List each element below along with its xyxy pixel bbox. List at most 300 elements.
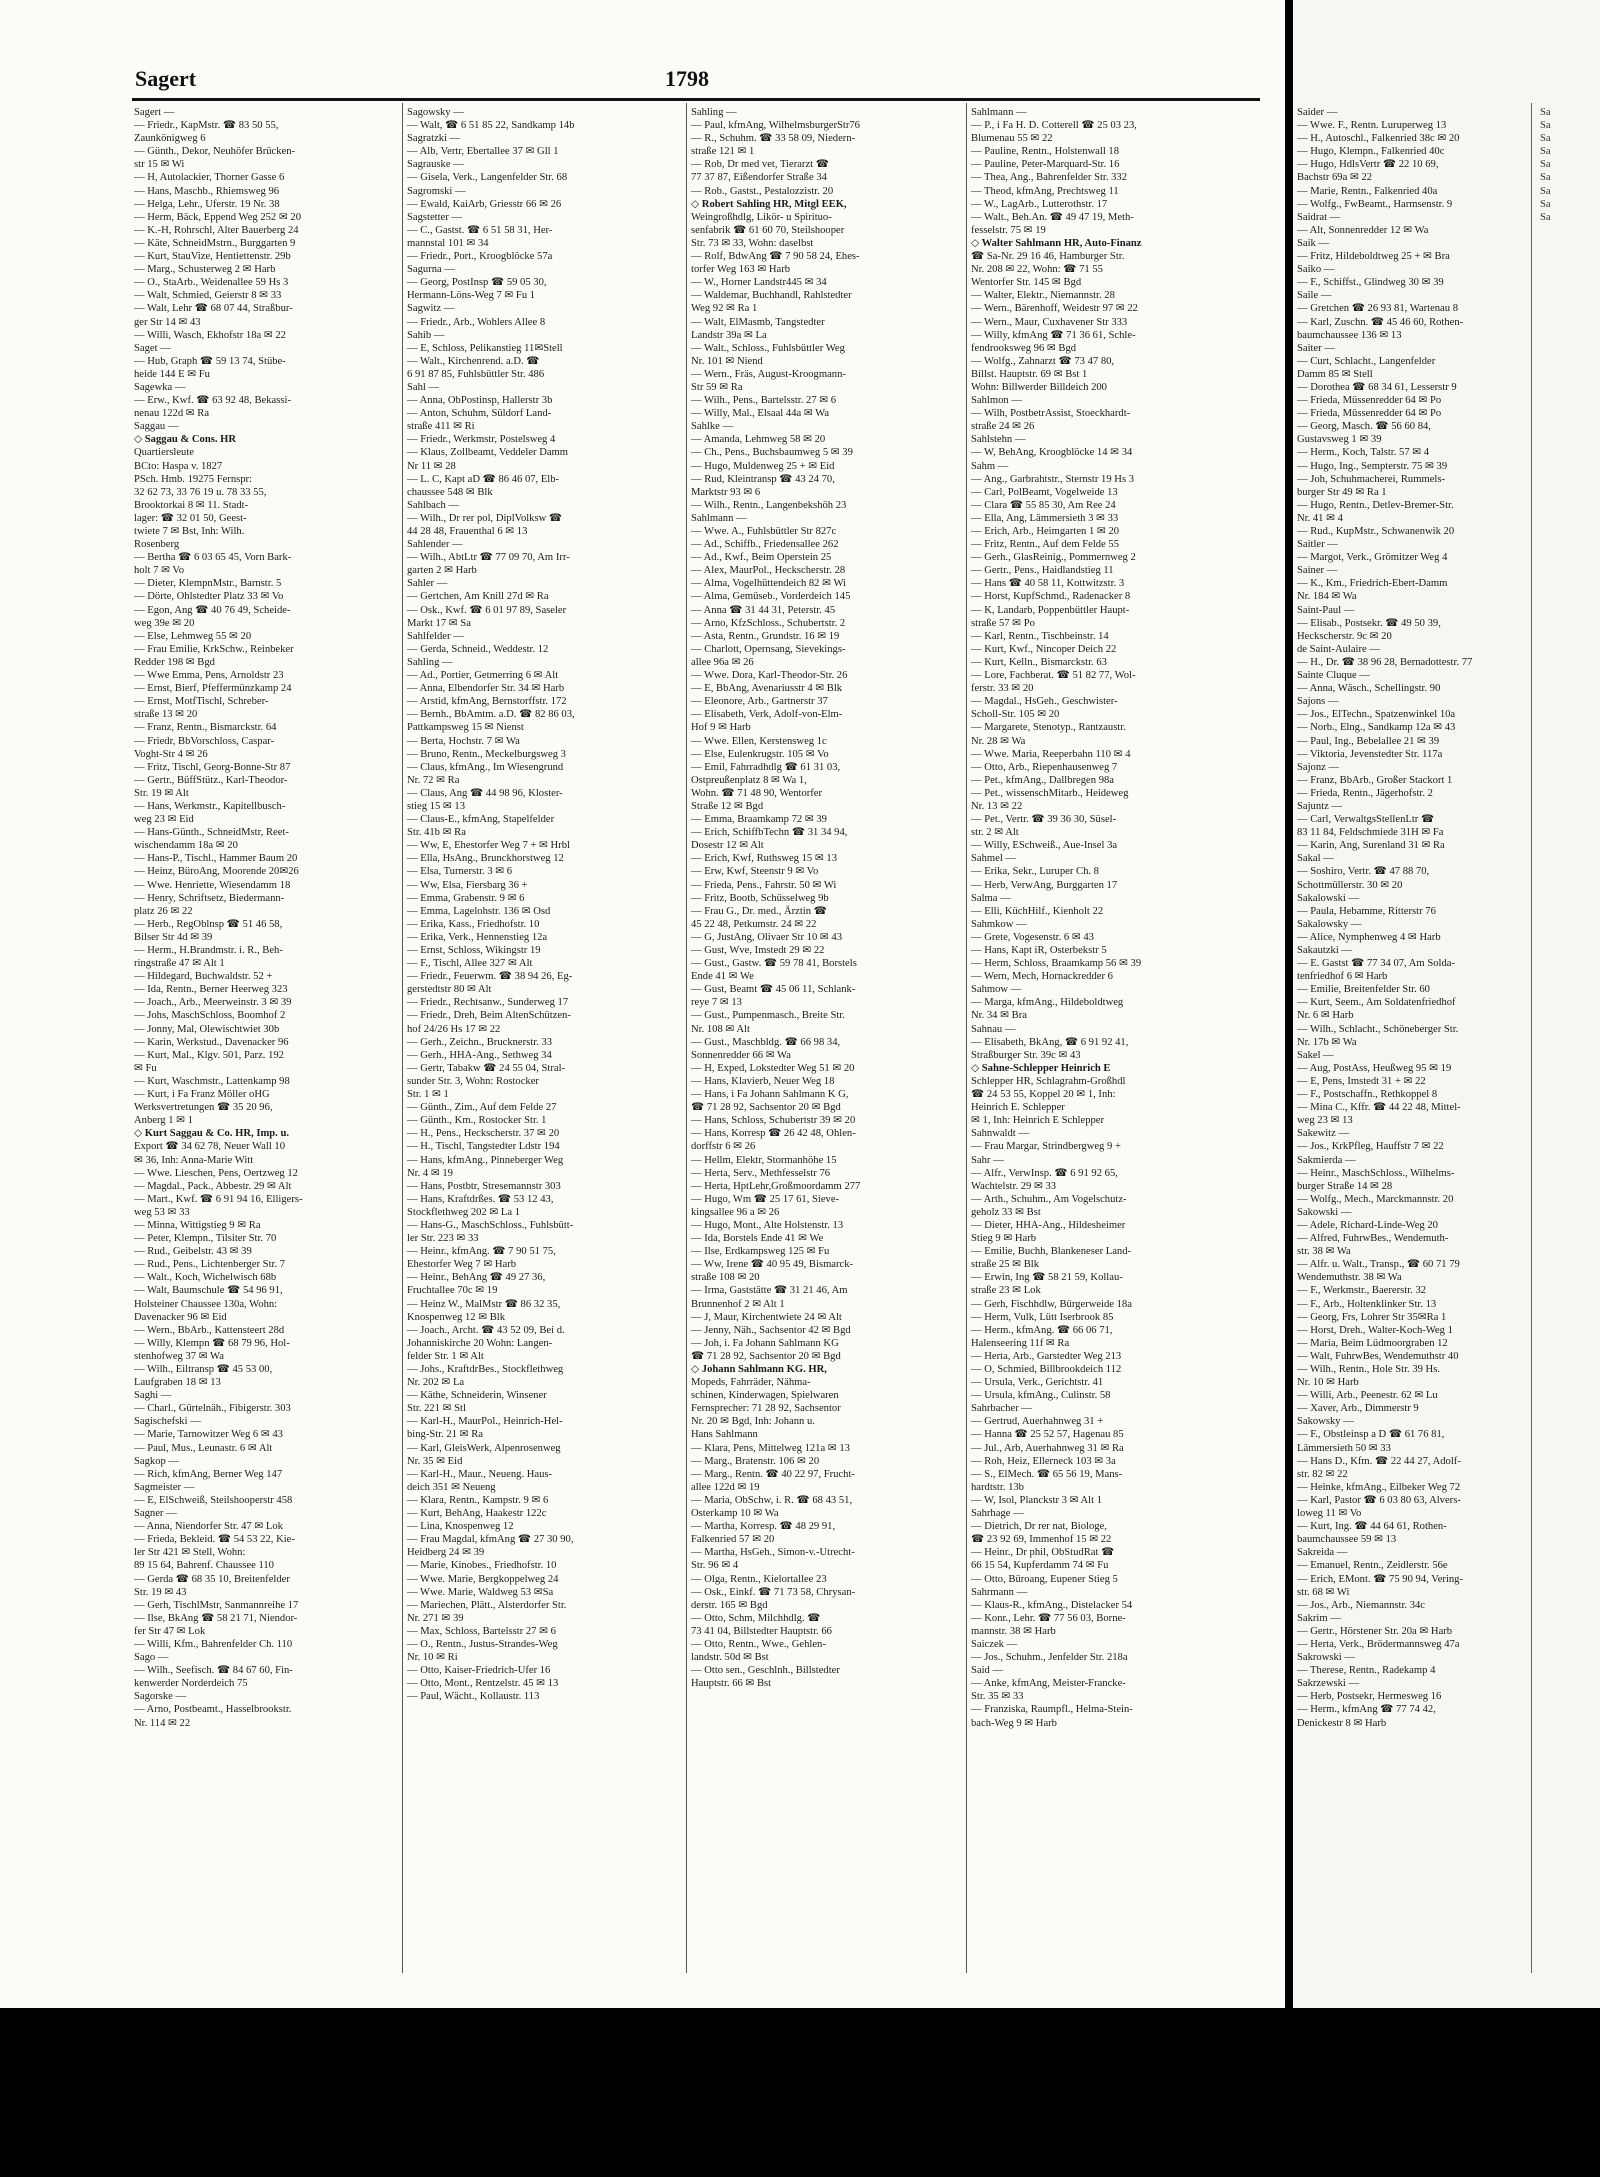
directory-entry-line: Ehestorfer Weg 7 ✉ Harb <box>407 1259 517 1271</box>
directory-entry-line: — Günth., Dekor, Neuhöfer Brücken- <box>134 146 296 158</box>
directory-entry-line: Nr. 101 ✉ Niend <box>691 355 763 367</box>
directory-entry-line: — Wwe. Marie, Waldweg 53 ✉Sa <box>407 1586 554 1598</box>
directory-entry-line: Fruchtallee 70c ✉ 19 <box>407 1285 498 1297</box>
directory-entry-line: Sahler — <box>407 578 448 590</box>
directory-entry-line: Sakowski — <box>1297 1206 1352 1218</box>
directory-entry-line: — Arno, Postbeamt., Hasselbrookstr. <box>134 1704 292 1716</box>
directory-entry-line: Dosestr 12 ✉ Alt <box>691 840 764 852</box>
directory-entry-line: fendrooksweg 96 ✉ Bgd <box>971 342 1077 354</box>
directory-entry-line: holt 7 ✉ Vo <box>134 565 184 577</box>
directory-entry-line: straße 13 ✉ 20 <box>134 709 198 721</box>
directory-entry-line: Str. 73 ✉ 33, Wohn: daselbst <box>691 237 814 249</box>
directory-entry-line: — Friedr, BbVorschloss, Caspar- <box>134 735 275 747</box>
directory-entry-line: — H, Exped, Lokstedter Weg 51 ✉ 20 <box>691 1062 855 1074</box>
directory-entry-line: — Kurt, Kelln., Bismarckstr. 63 <box>971 656 1107 668</box>
directory-entry-line: — Otto, Arb., Riepenhausenweg 7 <box>971 761 1118 773</box>
directory-entry-line: — Herta, Serv., Methfesselstr 76 <box>691 1167 831 1179</box>
directory-entry-line: — Ella, Ang, Lämmersieth 3 ✉ 33 <box>971 512 1119 524</box>
directory-entry-line: — Karin, Werkstud., Davenacker 96 <box>134 1036 289 1048</box>
directory-entry-line: — Bruno, Rentn., Meckelburgsweg 3 <box>407 748 566 760</box>
directory-entry-line: Sakreida — <box>1297 1547 1348 1559</box>
directory-entry-line: — Paul, Wächt., Kollaustr. 113 <box>407 1691 540 1703</box>
directory-entry-line: stenhofweg 37 ✉ Wa <box>134 1350 224 1362</box>
directory-entry-line: — Alfr. u. Walt., Transp., ☎ 60 71 79 <box>1297 1259 1460 1271</box>
directory-entry-line: — Charlott, Opernsang, Sievekings- <box>691 643 846 655</box>
directory-entry-line: reye 7 ✉ 13 <box>691 997 742 1009</box>
directory-column-4 <box>971 106 1241 1976</box>
directory-entry-line: — Herb., RegOblnsp ☎ 51 46 58, <box>134 918 283 930</box>
directory-entry-line: ler Str. 223 ✉ 33 <box>407 1233 479 1245</box>
directory-entry-line: Sahling — <box>407 656 453 668</box>
directory-entry-line: — Frau Margar, Strindbergweg 9 + <box>971 1141 1121 1153</box>
directory-entry-line: Nr. 184 ✉ Wa <box>1297 591 1357 603</box>
directory-entry-line: — Friedr., Arb., Wohlers Allee 8 <box>407 316 546 328</box>
directory-entry-line: — Else, Lehmweg 55 ✉ 20 <box>134 630 252 642</box>
directory-entry-line: Redder 198 ✉ Bgd <box>134 656 215 668</box>
directory-entry-line: — Otto, Kaiser-Friedrich-Ufer 16 <box>407 1665 551 1677</box>
directory-entry-line: — Waldemar, Buchhandl, Rahlstedter <box>691 290 852 302</box>
directory-entry-line: — Irma, Gaststätte ☎ 31 21 46, Am <box>691 1285 848 1297</box>
directory-entry-line: — Herta, HptLehr,Großmoordamm 277 <box>691 1180 861 1192</box>
directory-entry-line: tenfriedhof 6 ✉ Harb <box>1297 971 1388 983</box>
directory-entry-line: — J, Maur, Kirchentwiete 24 ✉ Alt <box>691 1311 842 1323</box>
directory-entry-line: Str. 19 ✉ Alt <box>134 787 189 799</box>
directory-entry-line: Sa <box>1540 146 1551 158</box>
directory-entry-line: — Frieda, Rentn., Jägerhofstr. 2 <box>1297 787 1433 799</box>
directory-entry-line: Gustavsweg 1 ✉ 39 <box>1297 434 1382 446</box>
directory-entry-line: — S., ElMech. ☎ 65 56 19, Mans- <box>971 1468 1123 1480</box>
directory-entry-line: Sonnenredder 66 ✉ Wa <box>691 1049 791 1061</box>
directory-entry-line: — Erika, Kass., Friedhofstr. 10 <box>407 918 540 930</box>
directory-entry-line: — Arno, KfzSchloss., Schubertstr. 2 <box>691 617 846 629</box>
directory-entry-line: — Thea, Ang., Bahrenfelder Str. 332 <box>971 172 1128 184</box>
directory-entry-line: — Max, Schloss, Bartelsstr 27 ✉ 6 <box>407 1625 556 1637</box>
directory-entry-line: landstr. 50d ✉ Bst <box>691 1652 769 1664</box>
directory-entry-line: Sahrmann — <box>971 1586 1028 1598</box>
directory-entry-line: — Willy, kfmAng ☎ 71 36 61, Schle- <box>971 329 1136 341</box>
directory-entry-line: Sa <box>1540 172 1551 184</box>
directory-entry-line: — H., Tischl, Tangstedter Ldstr 194 <box>407 1141 560 1153</box>
directory-entry-line: Osterkamp 10 ✉ Wa <box>691 1508 779 1520</box>
directory-entry-line: — Wern., BbArb., Kattensteert 28d <box>134 1324 285 1336</box>
directory-entry-line: — Hub, Graph ☎ 59 13 74, Stübe- <box>134 355 286 367</box>
directory-entry-line: — Gerh, TischlMstr, Sanmannreihe 17 <box>134 1599 299 1611</box>
directory-entry-line: Nr. 10 ✉ Ri <box>407 1652 458 1664</box>
directory-entry-line: — Anna ☎ 31 44 31, Peterstr. 45 <box>691 604 836 616</box>
directory-entry-line: — Jos., KrkPfleg, Hauffstr 7 ✉ 22 <box>1297 1141 1444 1153</box>
directory-entry-line: — Dorothea ☎ 68 34 61, Lesserstr 9 <box>1297 381 1457 393</box>
directory-entry-line: — Pet., kfmAng., Dallbregen 98a <box>971 774 1114 786</box>
directory-entry-line: Holsteiner Chaussee 130a, Wohn: <box>134 1298 278 1310</box>
directory-entry-line: — Rud, Kleintransp ☎ 43 24 70, <box>691 473 835 485</box>
column-divider <box>402 103 403 1973</box>
directory-entry-line: — Marie, Kinobes., Friedhofstr. 10 <box>407 1560 557 1572</box>
directory-entry-line: — Aug, PostAss, Heußweg 95 ✉ 19 <box>1297 1062 1452 1074</box>
directory-entry-line: Sahnau — <box>971 1023 1016 1035</box>
directory-entry-line: — Claus-E., kfmAng, Stapelfelder <box>407 814 555 826</box>
right-book-page <box>1293 0 1600 2008</box>
directory-entry-line: — Clara ☎ 55 85 30, Am Ree 24 <box>971 499 1116 511</box>
directory-entry-line: — Walt., Koch, Wichelwisch 68b <box>134 1272 277 1284</box>
directory-entry-line: ☎ 23 92 69, Immenhof 15 ✉ 22 <box>971 1534 1112 1546</box>
directory-entry-line: — Frieda, Pens., Fahrstr. 50 ✉ Wi <box>691 879 837 891</box>
directory-entry-line: — F., Postschaffn., Rethkoppel 8 <box>1297 1089 1438 1101</box>
directory-entry-line: Nr. 208 ✉ 22, Wohn: ☎ 71 55 <box>971 264 1103 276</box>
directory-entry-line: — Pet., Vertr. ☎ 39 36 30, Süsel- <box>971 814 1117 826</box>
directory-entry-line: Str. 96 ✉ 4 <box>691 1560 739 1572</box>
directory-entry-line: — Marga, kfmAng., Hildeboldtweg <box>971 997 1124 1009</box>
directory-entry-line: — Alma, Vogelhüttendeich 82 ✉ Wi <box>691 578 846 590</box>
directory-entry-line: Sakel — <box>1297 1049 1334 1061</box>
directory-entry-line: Nr. 6 ✉ Harb <box>1297 1010 1354 1022</box>
directory-entry-line: Sakewitz — <box>1297 1128 1350 1140</box>
directory-entry-line: — Lina, Knospenweg 12 <box>407 1521 514 1533</box>
directory-entry-line: Sahnwaldt — <box>971 1128 1029 1140</box>
directory-entry-line: Stieg 9 ✉ Harb <box>971 1233 1037 1245</box>
directory-entry-line: — Jos., Schuhm., Jenfelder Str. 218a <box>971 1652 1128 1664</box>
directory-entry-line: — Wern, Mech, Hornackredder 6 <box>971 971 1113 983</box>
directory-entry-line: — Gerda, Schneid., Weddestr. 12 <box>407 643 549 655</box>
directory-entry-line: — O., Rentn., Justus-Strandes-Weg <box>407 1638 558 1650</box>
directory-entry-line: — Ernst, Bierf, Pfeffermünzkamp 24 <box>134 683 292 695</box>
directory-entry-line: Werksvertretungen ☎ 35 20 96, <box>134 1102 273 1114</box>
directory-entry-line: Sa <box>1540 159 1551 171</box>
directory-entry-line: weg 39e ✉ 20 <box>134 617 195 629</box>
directory-entry-line: ger Str 14 ✉ 43 <box>134 316 201 328</box>
directory-entry-line: — Alb, Vertr, Ebertallee 37 ✉ Gll 1 <box>407 146 559 158</box>
directory-entry-line: Saitler — <box>1297 539 1338 551</box>
directory-entry-line: Str. 221 ✉ Stl <box>407 1403 466 1415</box>
directory-entry-line: burger Straße 14 ✉ 28 <box>1297 1180 1393 1192</box>
directory-entry-line: — P., i Fa H. D. Cotterell ☎ 25 03 23, <box>971 120 1137 132</box>
directory-entry-line: Export ☎ 34 62 78, Neuer Wall 10 <box>134 1141 286 1153</box>
directory-entry-line: Str. 19 ✉ 43 <box>134 1586 187 1598</box>
directory-entry-line: Sahmow — <box>971 984 1022 996</box>
header-rule <box>132 98 1260 101</box>
directory-entry-line: — Friedr., Dreh, Beim AltenSchützen- <box>407 1010 571 1022</box>
directory-entry-line: str. 2 ✉ Alt <box>971 827 1019 839</box>
directory-entry-line: str. 68 ✉ Wi <box>1297 1586 1350 1598</box>
directory-entry-line: Nr. 114 ✉ 22 <box>134 1717 191 1729</box>
directory-entry-line: — Ad., Schiffb., Friedensallee 262 <box>691 539 839 551</box>
directory-entry-line: — Fritz, Tischl, Georg-Bonne-Str 87 <box>134 761 291 773</box>
directory-entry-line: Hans Sahlmann <box>691 1429 758 1441</box>
directory-entry-line: — Grete, Vogesenstr. 6 ✉ 43 <box>971 931 1094 943</box>
directory-entry-line: ◇ Sahne-Schlepper Heinrich E <box>971 1062 1111 1074</box>
directory-entry-line: — Marg., Rentn. ☎ 40 22 97, Frucht- <box>691 1468 855 1480</box>
directory-entry-line: — Kurt, Waschmstr., Lattenkamp 98 <box>134 1075 290 1087</box>
directory-entry-line: weg 23 ✉ 13 <box>1297 1115 1353 1127</box>
directory-entry-line: — O., StaArb., Weidenallee 59 Hs 3 <box>134 277 289 289</box>
directory-entry-line: — W., Horner Landstr445 ✉ 34 <box>691 277 827 289</box>
directory-entry-line: 89 15 64, Bahrenf. Chaussee 110 <box>134 1560 274 1572</box>
directory-entry-line: — Magdal., Pack., Abbestr. 29 ✉ Alt <box>134 1180 292 1192</box>
directory-entry-line: — Rolf, BdwAng ☎ 7 90 58 24, Ehes- <box>691 251 860 263</box>
directory-entry-line: — H., Autoschl., Falkenried 38c ✉ 20 <box>1297 133 1460 145</box>
directory-entry-line: 73 41 04, Billstedter Hauptstr. 66 <box>691 1625 832 1637</box>
directory-entry-line: Scholl-Str. 105 ✉ 20 <box>971 709 1060 721</box>
directory-entry-line: — Frieda, Müssenredder 64 ✉ Po <box>1297 408 1442 420</box>
directory-entry-line: — Ilse, BkAng ☎ 58 21 71, Niendor- <box>134 1612 298 1624</box>
directory-entry-line: — Marie, Rentn., Falkenried 40a <box>1297 185 1438 197</box>
directory-entry-line: — Paul, kfmAng, WilhelmsburgerStr76 <box>691 120 860 132</box>
directory-entry-line: ☎ 71 28 92, Sachsentor 20 ✉ Bgd <box>691 1350 841 1362</box>
directory-entry-line: Nr. 108 ✉ Alt <box>691 1023 750 1035</box>
directory-entry-line: Str. 1 ✉ 1 <box>407 1089 449 1101</box>
directory-entry-line: — Herta, Arb., Garstedter Weg 213 <box>971 1350 1122 1362</box>
directory-entry-line: — Ww, E, Ehestorfer Weg 7 + ✉ Hrbl <box>407 840 570 852</box>
directory-entry-line: Nr. 13 ✉ 22 <box>971 800 1023 812</box>
directory-entry-line: — Arstid, kfmAng, Bernstorffstr. 172 <box>407 696 567 708</box>
directory-entry-line: — Wwe. F., Rentn. Luruperweg 13 <box>1297 120 1447 132</box>
directory-entry-line: — Anke, kfmAng, Meister-Francke- <box>971 1678 1126 1690</box>
directory-entry-line: weg 23 ✉ Eid <box>134 814 194 826</box>
directory-entry-line: Sakal — <box>1297 853 1334 865</box>
directory-entry-line: Saiczek — <box>971 1638 1018 1650</box>
directory-entry-line: — Carl, VerwaltgsStellenLtr ☎ <box>1297 814 1435 826</box>
directory-column-edge <box>1540 106 1596 224</box>
directory-entry-line: Davenacker 96 ✉ Eid <box>134 1311 227 1323</box>
directory-entry-line: — Gertr., Pens., Haidlandstieg 11 <box>971 565 1114 577</box>
directory-entry-line: kingsallee 96 a ✉ 26 <box>691 1206 780 1218</box>
directory-entry-line: sunder Str. 3, Wohn: Rostocker <box>407 1075 539 1087</box>
directory-entry-line: Sainer — <box>1297 565 1338 577</box>
directory-entry-line: — Wwe Emma, Pens, Arnoldstr 23 <box>134 670 284 682</box>
column-divider <box>966 103 967 1973</box>
directory-entry-line: — Ad., Kwf., Beim Operstein 25 <box>691 552 832 564</box>
directory-entry-line: garten 2 ✉ Harb <box>407 565 477 577</box>
directory-entry-line: — Elsa, Turnerstr. 3 ✉ 6 <box>407 866 513 878</box>
directory-entry-line: Sahrhage — <box>971 1508 1024 1520</box>
directory-entry-line: — Herm., Koch, Talstr. 57 ✉ 4 <box>1297 447 1430 459</box>
directory-entry-line: Nr 11 ✉ 28 <box>407 460 456 472</box>
directory-column-next-page <box>1297 106 1522 1976</box>
directory-entry-line: Stockflethweg 202 ✉ La 1 <box>407 1206 521 1218</box>
directory-entry-line: ◇ Saggau & Cons. HR <box>134 434 237 446</box>
directory-entry-line: — Hans-Günth., SchneidMstr, Reet- <box>134 827 289 839</box>
directory-entry-line: hardtstr. 13b <box>971 1481 1024 1493</box>
directory-entry-line: Denickestr 8 ✉ Harb <box>1297 1717 1387 1729</box>
directory-entry-line: — Anna, Wäsch., Schellingstr. 90 <box>1297 683 1441 695</box>
directory-entry-line: — Emma, Grabenstr. 9 ✉ 6 <box>407 892 525 904</box>
directory-entry-line: — Hans-G., MaschSchloss., Fuhlsbütt- <box>407 1219 574 1231</box>
directory-entry-line: wischendamm 18a ✉ 20 <box>134 840 238 852</box>
directory-entry-line: — Erich, Kwf, Ruthsweg 15 ✉ 13 <box>691 853 837 865</box>
directory-column-1 <box>134 106 404 1976</box>
directory-entry-line: — Rob, Dr med vet, Tierarzt ☎ <box>691 159 829 171</box>
directory-entry-line: Sakowsky — <box>1297 1416 1354 1428</box>
directory-entry-line: — Emma, Braamkamp 72 ✉ 39 <box>691 814 827 826</box>
directory-entry-line: Sa <box>1540 185 1551 197</box>
directory-entry-line: — Franziska, Raumpfl., Helma-Stein- <box>971 1704 1133 1716</box>
directory-entry-line: — Jos., Arb., Niemannstr. 34c <box>1297 1599 1425 1611</box>
directory-entry-line: — Jonny, Mal, Olewischtwiet 30b <box>134 1023 280 1035</box>
directory-entry-line: — Margot, Verk., Grömitzer Weg 4 <box>1297 552 1448 564</box>
directory-entry-line: — Anna, ObPostinsp, Hallerstr 3b <box>407 395 553 407</box>
directory-entry-line: — Else, Eulenkrugstr. 105 ✉ Vo <box>691 748 829 760</box>
directory-entry-line: — Friedr., Feuerwm. ☎ 38 94 26, Eg- <box>407 971 573 983</box>
directory-entry-line: Voght-Str 4 ✉ 26 <box>134 748 208 760</box>
directory-entry-line: Sahlmann — <box>691 512 747 524</box>
directory-entry-line: — E, Pens, Imstedt 31 + ✉ 22 <box>1297 1075 1426 1087</box>
directory-entry-line: — Wilh., AbtLtr ☎ 77 09 70, Am Irr- <box>407 552 570 564</box>
directory-entry-line: — Martha, Korresp. ☎ 48 29 91, <box>691 1521 836 1533</box>
directory-entry-line: — Gerh., GlasReinig., Pommernweg 2 <box>971 552 1136 564</box>
directory-entry-line: ☎ 71 28 92, Sachsentor 20 ✉ Bgd <box>691 1102 841 1114</box>
directory-entry-line: — Walt, Baumschule ☎ 54 96 91, <box>134 1285 283 1297</box>
directory-entry-line: ✉ 36, Inh: Anna-Marie Witt <box>134 1154 254 1166</box>
directory-entry-line: — Emilie, Breitenfelder Str. 60 <box>1297 984 1430 996</box>
directory-entry-line: Saint-Paul — <box>1297 604 1355 616</box>
directory-entry-line: — Kurt, Seem., Am Soldatenfriedhof <box>1297 997 1456 1009</box>
directory-entry-line: Marktstr 93 ✉ 6 <box>691 486 761 498</box>
directory-entry-line: — Erwin, Ing ☎ 58 21 59, Kollau- <box>971 1272 1123 1284</box>
directory-entry-line: — Herta, Verk., Brödermannsweg 47a <box>1297 1638 1460 1650</box>
directory-entry-line: — Ang., Garbrahtstr., Sternstr 19 Hs 3 <box>971 473 1135 485</box>
directory-entry-line: Sahlstehn — <box>971 434 1026 446</box>
directory-entry-line: Str. 35 ✉ 33 <box>971 1691 1024 1703</box>
directory-entry-line: dorffstr 6 ✉ 26 <box>691 1141 756 1153</box>
directory-entry-line: allee 122d ✉ 19 <box>691 1481 760 1493</box>
directory-entry-line: — Herm, Vulk, Lütt Iserbrook 85 <box>971 1311 1114 1323</box>
directory-entry-line: — Franz, Rentn., Bismarckstr. 64 <box>134 722 277 734</box>
directory-entry-line: Str. 41b ✉ Ra <box>407 827 466 839</box>
directory-entry-line: str. 38 ✉ Wa <box>1297 1246 1351 1258</box>
directory-entry-line: — Heinr., Dr phil, ObStudRat ☎ <box>971 1547 1115 1559</box>
directory-entry-line: — Alma, Gemüseb., Vorderdeich 145 <box>691 591 851 603</box>
directory-entry-line: — Ursula, Verk., Gerichtstr. 41 <box>971 1377 1104 1389</box>
directory-entry-line: — Kurt, i Fa Franz Möller oHG <box>134 1089 270 1101</box>
directory-entry-line: — Johs, MaschSchloss, Boomhof 2 <box>134 1010 286 1022</box>
directory-entry-line: weg 53 ✉ 33 <box>134 1206 190 1218</box>
directory-entry-line: — Herm., H.Brandmstr. i. R., Beh- <box>134 945 283 956</box>
directory-entry-line: — Ww, Elsa, Fiersbarg 36 + <box>407 879 528 891</box>
directory-entry-line: — Rud., KupMstr., Schwanenwik 20 <box>1297 526 1455 537</box>
directory-entry-line: — Kurt, Kwf., Nincoper Deich 22 <box>971 643 1117 655</box>
directory-entry-line: ✉ 1, Inh: Heinrich E Schlepper <box>971 1115 1105 1127</box>
directory-entry-line: — Herb, Postsekr, Hermesweg 16 <box>1297 1691 1442 1703</box>
directory-entry-line: Sagischefski — <box>134 1416 201 1428</box>
directory-entry-line: — Mina C., Kffr. ☎ 44 22 48, Mittel- <box>1297 1102 1461 1114</box>
directory-entry-line: ◇ Johann Sahlmann KG. HR, <box>691 1364 827 1375</box>
directory-entry-line: torfer Weg 163 ✉ Harb <box>691 264 791 276</box>
directory-entry-line: 45 22 48, Petkumstr. 24 ✉ 22 <box>691 918 817 930</box>
directory-entry-line: — Konr., Lehr. ☎ 77 56 03, Borne- <box>971 1612 1126 1624</box>
directory-entry-line: — H., Dr. ☎ 38 96 28, Bernadottestr. 77 <box>1297 656 1473 668</box>
directory-entry-line: — Martha, HsGeh., Simon-v.-Utrecht- <box>691 1547 855 1559</box>
directory-entry-line: baumchaussee 136 ✉ 13 <box>1297 329 1402 341</box>
directory-entry-line: Nr. 35 ✉ Eid <box>407 1455 463 1467</box>
directory-entry-line: — K, Landarb, Poppenbüttler Haupt- <box>971 604 1130 616</box>
page-number: 1798 <box>665 66 709 91</box>
directory-entry-line: — Gerda ☎ 68 35 10, Breitenfelder <box>134 1573 290 1585</box>
directory-entry-line: Knospenweg 12 ✉ Blk <box>407 1311 506 1323</box>
directory-entry-line: Anberg 1 ✉ 1 <box>134 1115 193 1127</box>
directory-entry-line: Sahr — <box>971 1154 1004 1166</box>
directory-entry-line: — Fritz, Hildeboldtweg 25 + ✉ Bra <box>1297 251 1450 263</box>
directory-entry-line: — Lore, Fachberat. ☎ 51 82 77, Wol- <box>971 670 1136 682</box>
directory-entry-line: Sa <box>1540 211 1551 223</box>
directory-entry-line: Saile — <box>1297 290 1332 302</box>
directory-entry-line: — Rud., Pens., Lichtenberger Str. 7 <box>134 1259 286 1271</box>
directory-entry-line: — Hugo, Rentn., Detlev-Bremer-Str. <box>1297 499 1454 511</box>
directory-entry-line: Pattkampsweg 15 ✉ Nienst <box>407 722 524 734</box>
directory-entry-line: — Wilh., Rentn., Langenbekshöh 23 <box>691 499 847 511</box>
directory-entry-line: — Henry, Schriftsetz, Biedermann- <box>134 892 285 904</box>
directory-entry-line: — Roh, Heiz, Ellerneck 103 ✉ 3a <box>971 1455 1116 1467</box>
directory-entry-line: Hermann-Löns-Weg 7 ✉ Fu 1 <box>407 290 536 302</box>
directory-entry-line: Saggau — <box>134 421 179 433</box>
directory-entry-line: — Wwe. Lieschen, Pens, Oertzweg 12 <box>134 1167 298 1179</box>
directory-entry-line: — Norb., Elng., Sandkamp 12a ✉ 43 <box>1297 722 1456 734</box>
directory-entry-line: — Hans-P., Tischl., Hammer Baum 20 <box>134 853 298 865</box>
directory-entry-line: — Walt, Lehr ☎ 68 07 44, Straßbur- <box>134 303 293 315</box>
directory-entry-line: straße 108 ✉ 20 <box>691 1272 760 1284</box>
directory-entry-line: deich 351 ✉ Neueng <box>407 1481 496 1493</box>
directory-entry-line: Rosenberg <box>134 539 180 551</box>
directory-entry-line: — Friedr., Port., Kroogblöcke 57a <box>407 251 553 263</box>
directory-entry-line: — E, ElSchweiß, Steilshooperstr 458 <box>134 1494 293 1506</box>
directory-entry-line: — Gust., Pumpenmasch., Breite Str. <box>691 1010 845 1022</box>
directory-entry-line: Quartiersleute <box>134 447 195 459</box>
directory-entry-line: platz 26 ✉ 22 <box>134 905 193 917</box>
directory-entry-line: Blumenau 55 ✉ 22 <box>971 133 1053 145</box>
directory-entry-line: Heidberg 24 ✉ 39 <box>407 1547 485 1559</box>
directory-entry-line: — Dörte, Ohlstedter Platz 33 ✉ Vo <box>134 591 284 603</box>
directory-entry-line: — Erich, Arb., Heimgarten 1 ✉ 20 <box>971 526 1120 537</box>
directory-entry-line: — W., LagArb., Lutterothstr. 17 <box>971 198 1108 210</box>
directory-entry-line: — Herm, Bäck, Eppend Weg 252 ✉ 20 <box>134 211 301 223</box>
directory-entry-line: — Erich, EMont. ☎ 75 90 94, Vering- <box>1297 1573 1464 1585</box>
directory-entry-line: — Gertr, Tabakw ☎ 24 55 04, Stral- <box>407 1062 566 1074</box>
directory-entry-line: chaussee 548 ✉ Blk <box>407 486 493 498</box>
directory-entry-line: Sa <box>1540 120 1551 132</box>
directory-entry-line: — Pet., wissenschMitarb., Heideweg <box>971 787 1129 799</box>
directory-entry-line: Sahlmon — <box>971 395 1022 407</box>
directory-entry-line: nenau 122d ✉ Ra <box>134 408 210 420</box>
directory-entry-line: Straße 12 ✉ Bgd <box>691 800 764 812</box>
directory-entry-line: — Dieter, KlempnMstr., Barnstr. 5 <box>134 578 282 590</box>
directory-entry-line: — L. C, Kapt aD ☎ 86 46 07, Elb- <box>407 473 560 485</box>
directory-entry-line: — Willi, Kfm., Bahrenfelder Ch. 110 <box>134 1638 293 1650</box>
directory-entry-line: — Gerh., Zeichn., Brucknerstr. 33 <box>407 1036 553 1048</box>
directory-entry-line: Straßburger Str. 39c ✉ 43 <box>971 1049 1081 1061</box>
directory-entry-line: — Otto, Schm, Milchhdlg. ☎ <box>691 1612 821 1624</box>
directory-entry-line: Sahlke — <box>691 421 734 433</box>
directory-entry-line: Wohn. ☎ 71 48 90, Wentorfer <box>691 787 823 799</box>
directory-entry-line: Nr. 41 ✉ 4 <box>1297 512 1343 524</box>
directory-entry-line: — Otto, Rentn., Wwe., Gehlen- <box>691 1638 826 1650</box>
directory-entry-line: Nr. 34 ✉ Bra <box>971 1010 1027 1022</box>
directory-entry-line: — Pauline, Rentn., Holstenwall 18 <box>971 146 1120 158</box>
directory-entry-line: — Erw, Kwf, Steenstr 9 ✉ Vo <box>691 866 819 878</box>
directory-entry-line: — Ad., Portier, Getmerring 6 ✉ Alt <box>407 670 559 682</box>
directory-entry-line: Saik — <box>1297 237 1330 249</box>
directory-entry-line: kenwerder Norderdeich 75 <box>134 1678 248 1690</box>
directory-entry-line: — Friedr., Werkmstr, Postelsweg 4 <box>407 434 556 446</box>
directory-entry-line: Laufgraben 18 ✉ 13 <box>134 1377 221 1389</box>
directory-entry-line: Sa <box>1540 133 1551 145</box>
directory-entry-line: — Wilh., Seefisch. ☎ 84 67 60, Fin- <box>134 1665 293 1677</box>
directory-entry-line: Sagratzki — <box>407 133 461 145</box>
directory-entry-line: — Otto, Mont., Rentzelstr. 45 ✉ 13 <box>407 1678 559 1690</box>
directory-entry-line: Saidrat — <box>1297 211 1341 223</box>
directory-entry-line: Hauptstr. 66 ✉ Bst <box>691 1678 772 1690</box>
directory-entry-line: Sakautzki — <box>1297 945 1353 956</box>
directory-entry-line: — Hugo, Muldenweg 25 + ✉ Eid <box>691 460 835 472</box>
directory-entry-line: — Gertr., BüffStütz., Karl-Theodor- <box>134 774 288 786</box>
directory-entry-line: Sagert — <box>134 107 175 118</box>
